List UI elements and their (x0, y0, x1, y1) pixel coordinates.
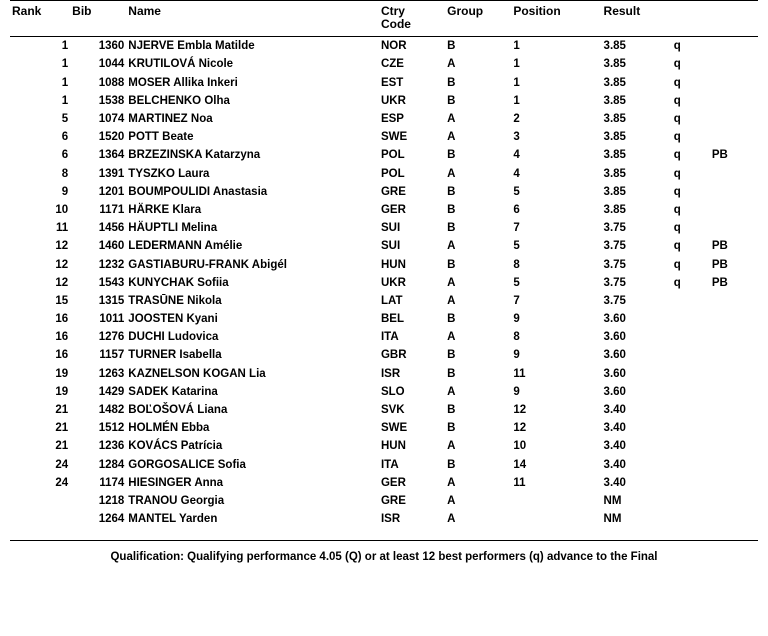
cell-group: B (447, 40, 456, 53)
cell-ctry-code: ESP (380, 113, 404, 126)
cell-group: B (447, 458, 456, 471)
cell-qualify-mark: q (673, 76, 681, 89)
cell-ctry-code: EST (380, 76, 404, 89)
cell-name: KUNYCHAK Sofiia (128, 276, 229, 289)
cell-qualify-mark: q (673, 258, 681, 271)
cell-result: 3.75 (603, 294, 626, 307)
cell-ctry-code: GRE (380, 494, 406, 507)
cell-rank: 12 (55, 276, 69, 289)
column-header-ctry-line1: Ctry (380, 4, 405, 18)
cell-result: 3.85 (603, 131, 626, 144)
cell-bib: 1218 (98, 494, 125, 507)
cell-qualify-mark (672, 456, 710, 474)
cell-qualify-mark: q (673, 149, 681, 162)
cell-position: 8 (513, 258, 520, 271)
cell-position: 1 (513, 94, 520, 107)
cell-name: JOOSTEN Kyani (128, 313, 218, 326)
cell-bib: 1201 (98, 185, 125, 198)
cell-position: 12 (513, 404, 527, 417)
cell-rank: 15 (55, 294, 69, 307)
cell-note (710, 492, 758, 510)
cell-position: 7 (513, 294, 520, 307)
cell-ctry-code: GER (380, 203, 406, 216)
cell-note (710, 456, 758, 474)
cell-ctry-code: SLO (380, 385, 405, 398)
cell-result: 3.60 (603, 313, 626, 326)
cell-qualify-mark (672, 437, 710, 455)
cell-rank: 12 (55, 258, 69, 271)
cell-result: 3.60 (603, 349, 626, 362)
cell-position: 11 (513, 367, 526, 380)
cell-position: 4 (513, 149, 520, 162)
cell-note (710, 365, 758, 383)
cell-rank: 21 (55, 440, 69, 453)
cell-ctry-code: SVK (380, 404, 405, 417)
cell-name: POTT Beate (128, 131, 194, 144)
cell-ctry-code: GBR (380, 349, 407, 362)
cell-name: LEDERMANN Amélie (128, 240, 243, 253)
cell-note (710, 74, 758, 92)
cell-group: A (447, 331, 456, 344)
cell-result: 3.85 (603, 76, 626, 89)
cell-ctry-code: POL (380, 167, 405, 180)
cell-note (710, 401, 758, 419)
table-header-row (10, 1, 758, 37)
cell-bib: 1171 (99, 203, 125, 216)
cell-result: 3.40 (603, 476, 626, 489)
cell-bib: 1174 (99, 476, 125, 489)
cell-bib: 1276 (98, 331, 125, 344)
cell-ctry-code: SWE (380, 131, 408, 144)
cell-qualify-mark (672, 365, 710, 383)
cell-note: PB (711, 258, 728, 271)
column-header-ctry-code (379, 1, 445, 37)
cell-note: PB (711, 240, 728, 253)
cell-bib: 1011 (99, 313, 125, 326)
cell-rank: 10 (55, 203, 69, 216)
cell-note (710, 328, 758, 346)
column-header-rank: Rank (10, 1, 70, 37)
cell-ctry-code: GER (380, 476, 406, 489)
cell-qualify-mark (672, 401, 710, 419)
cell-position: 1 (513, 76, 520, 89)
cell-name: HOLMÉN Ebba (128, 422, 210, 435)
cell-position: 14 (513, 458, 527, 471)
cell-qualify-mark (672, 419, 710, 437)
cell-group: B (447, 94, 456, 107)
table-row (10, 510, 758, 528)
results-table (10, 0, 758, 528)
table-body (10, 37, 758, 529)
cell-note (710, 437, 758, 455)
cell-name: GORGOSALICE Sofia (128, 458, 246, 471)
cell-bib: 1074 (98, 113, 125, 126)
cell-bib: 1460 (98, 240, 125, 253)
cell-qualify-mark (672, 510, 710, 528)
cell-rank: 21 (55, 404, 69, 417)
cell-rank: 12 (55, 240, 69, 253)
table-row (10, 492, 758, 510)
cell-note (710, 292, 758, 310)
cell-ctry-code: ISR (380, 513, 401, 526)
cell-note: PB (711, 149, 728, 162)
cell-bib: 1044 (98, 58, 125, 71)
cell-rank: 19 (55, 367, 69, 380)
cell-bib: 1543 (98, 276, 125, 289)
cell-qualify-mark: q (673, 276, 681, 289)
table-row (10, 328, 758, 346)
cell-rank: 9 (61, 185, 69, 198)
cell-bib: 1263 (98, 367, 125, 380)
cell-bib: 1232 (98, 258, 125, 271)
cell-group: B (447, 76, 456, 89)
table-row (10, 274, 758, 292)
table-row (10, 237, 758, 255)
cell-group: A (447, 294, 456, 307)
cell-bib: 1520 (98, 131, 125, 144)
cell-bib: 1236 (98, 440, 125, 453)
cell-note: PB (711, 276, 728, 289)
cell-name: BELCHENKO Olha (128, 94, 230, 107)
cell-result: 3.85 (603, 113, 626, 126)
cell-name: TRASŪNE Nikola (128, 294, 222, 307)
cell-name: BRZEZINSKA Katarzyna (128, 149, 261, 162)
cell-note (710, 55, 758, 73)
cell-ctry-code: BEL (380, 313, 404, 326)
cell-note (710, 219, 758, 237)
table-row (10, 310, 758, 328)
cell-rank (10, 492, 70, 510)
cell-result: NM (603, 513, 622, 526)
cell-group: B (447, 222, 456, 235)
table-row (10, 128, 758, 146)
cell-bib: 1284 (98, 458, 125, 471)
cell-qualify-mark: q (673, 131, 681, 144)
column-header-ctry-line2: Code (380, 16, 411, 31)
cell-result: 3.85 (603, 149, 626, 162)
cell-rank: 1 (61, 58, 69, 71)
table-row (10, 255, 758, 273)
cell-ctry-code: UKR (380, 276, 406, 289)
cell-group: B (447, 258, 456, 271)
cell-ctry-code: SUI (380, 240, 401, 253)
cell-group: B (447, 149, 456, 162)
cell-name: MOSER Allika Inkeri (128, 76, 238, 89)
cell-qualify-mark (672, 474, 710, 492)
cell-result: 3.85 (603, 40, 626, 53)
cell-rank: 16 (55, 349, 69, 362)
cell-result: 3.75 (603, 258, 626, 271)
cell-qualify-mark: q (673, 240, 681, 253)
cell-group: A (447, 167, 456, 180)
table-row (10, 437, 758, 455)
cell-ctry-code: HUN (380, 258, 406, 271)
cell-bib: 1315 (98, 294, 125, 307)
table-row (10, 456, 758, 474)
cell-name: MANTEL Yarden (128, 513, 218, 526)
cell-name: BOĽOŠOVÁ Liana (128, 404, 228, 417)
table-row (10, 292, 758, 310)
table-row (10, 401, 758, 419)
cell-name: GASTIABURU-FRANK Abigél (128, 258, 287, 271)
cell-ctry-code: HUN (380, 440, 406, 453)
cell-group: A (447, 276, 456, 289)
cell-position: 8 (513, 331, 520, 344)
column-header-note (710, 1, 758, 37)
cell-qualify-mark: q (673, 185, 681, 198)
cell-position: 1 (513, 58, 520, 71)
cell-rank: 5 (61, 113, 69, 126)
cell-rank: 16 (55, 313, 69, 326)
cell-position: 9 (513, 349, 520, 362)
cell-rank: 16 (55, 331, 69, 344)
cell-result: 3.60 (603, 331, 626, 344)
cell-rank: 1 (61, 40, 69, 53)
column-header-name: Name (126, 1, 379, 37)
cell-name: NJERVE Embla Matilde (128, 40, 255, 53)
cell-rank (10, 510, 70, 528)
cell-bib: 1538 (98, 94, 125, 107)
cell-qualify-mark (672, 492, 710, 510)
cell-result: 3.85 (603, 167, 626, 180)
cell-name: KOVÁCS Patrícia (128, 440, 223, 453)
cell-rank: 1 (61, 94, 69, 107)
cell-result: 3.75 (603, 222, 626, 235)
cell-note (710, 183, 758, 201)
cell-bib: 1456 (98, 222, 125, 235)
cell-note (710, 419, 758, 437)
cell-position: 3 (513, 131, 520, 144)
cell-rank: 1 (61, 76, 69, 89)
cell-note (710, 92, 758, 110)
cell-group: A (447, 131, 456, 144)
cell-qualify-mark: q (673, 40, 681, 53)
cell-name: BOUMPOULIDI Anastasia (128, 185, 268, 198)
cell-group: B (447, 404, 456, 417)
cell-qualify-mark: q (673, 222, 681, 235)
cell-name: HÄRKE Klara (128, 203, 202, 216)
cell-result: 3.40 (603, 422, 626, 435)
cell-group: B (447, 422, 456, 435)
cell-ctry-code: LAT (380, 294, 403, 307)
cell-result: 3.85 (603, 58, 626, 71)
cell-rank: 24 (55, 476, 69, 489)
cell-position: 5 (513, 185, 520, 198)
cell-qualify-mark (672, 310, 710, 328)
cell-rank: 19 (55, 385, 69, 398)
cell-name: HIESINGER Anna (128, 476, 224, 489)
cell-result: NM (603, 494, 622, 507)
cell-rank: 6 (61, 131, 69, 144)
table-row (10, 365, 758, 383)
cell-result: 3.60 (603, 367, 626, 380)
cell-ctry-code: POL (380, 149, 405, 162)
cell-group: B (447, 367, 456, 380)
cell-position: 6 (513, 203, 520, 216)
table-row (10, 201, 758, 219)
cell-note (710, 201, 758, 219)
cell-group: B (447, 313, 456, 326)
cell-bib: 1360 (98, 40, 125, 53)
cell-position (511, 492, 601, 510)
cell-note (710, 346, 758, 364)
cell-ctry-code: UKR (380, 94, 406, 107)
cell-group: A (447, 440, 456, 453)
cell-group: A (447, 113, 456, 126)
cell-ctry-code: SUI (380, 222, 401, 235)
table-row (10, 346, 758, 364)
table-row (10, 383, 758, 401)
cell-position: 11 (513, 476, 526, 489)
cell-note (710, 474, 758, 492)
cell-rank: 24 (55, 458, 69, 471)
cell-group: B (447, 185, 456, 198)
column-header-position: Position (511, 1, 601, 37)
cell-rank: 8 (61, 167, 69, 180)
column-header-group: Group (445, 1, 511, 37)
column-header-result: Result (602, 1, 672, 37)
cell-position: 2 (513, 113, 520, 126)
cell-rank: 21 (55, 422, 69, 435)
cell-qualify-mark: q (673, 203, 681, 216)
cell-group: A (447, 513, 456, 526)
cell-position: 9 (513, 385, 520, 398)
cell-ctry-code: ISR (380, 367, 401, 380)
cell-note (710, 128, 758, 146)
cell-name: SADEK Katarina (128, 385, 218, 398)
cell-qualify-mark: q (673, 94, 681, 107)
cell-result: 3.85 (603, 94, 626, 107)
cell-result: 3.85 (603, 185, 626, 198)
cell-position: 10 (513, 440, 527, 453)
cell-name: DUCHI Ludovica (128, 331, 219, 344)
cell-bib: 1264 (98, 513, 125, 526)
cell-bib: 1512 (98, 422, 125, 435)
table-row (10, 37, 758, 56)
cell-note (710, 110, 758, 128)
cell-bib: 1391 (98, 167, 125, 180)
cell-note (710, 383, 758, 401)
cell-qualify-mark: q (673, 58, 681, 71)
table-row (10, 55, 758, 73)
cell-result: 3.75 (603, 276, 626, 289)
cell-name: TYSZKO Laura (128, 167, 210, 180)
cell-bib: 1429 (98, 385, 125, 398)
cell-group: B (447, 349, 456, 362)
cell-position: 9 (513, 313, 520, 326)
cell-bib: 1088 (98, 76, 125, 89)
cell-qualify-mark: q (673, 167, 681, 180)
cell-result: 3.40 (603, 458, 626, 471)
cell-position: 5 (513, 276, 520, 289)
column-header-qualify (672, 1, 710, 37)
cell-position: 7 (513, 222, 520, 235)
cell-name: MARTINEZ Noa (128, 113, 213, 126)
cell-ctry-code: ITA (380, 458, 399, 471)
table-row (10, 146, 758, 164)
cell-qualify-mark (672, 383, 710, 401)
cell-result: 3.40 (603, 440, 626, 453)
cell-bib: 1482 (98, 404, 125, 417)
cell-name: TRANOU Georgia (128, 494, 225, 507)
table-row (10, 165, 758, 183)
cell-bib: 1157 (99, 349, 125, 362)
cell-note (710, 165, 758, 183)
cell-ctry-code: ITA (380, 331, 399, 344)
cell-position: 1 (513, 40, 520, 53)
cell-group: B (447, 203, 456, 216)
cell-position: 4 (513, 167, 520, 180)
cell-group: A (447, 476, 456, 489)
cell-name: TURNER Isabella (128, 349, 222, 362)
table-header (10, 1, 758, 37)
cell-name: KRUTILOVÁ Nicole (128, 58, 234, 71)
cell-group: A (447, 385, 456, 398)
cell-qualify-mark (672, 328, 710, 346)
qualification-footnote: Qualification: Qualifying performance 4.05 (Q) or at least 12 best performers (q) advance to the Final (10, 540, 758, 563)
cell-rank: 11 (55, 222, 69, 235)
cell-bib: 1364 (98, 149, 125, 162)
cell-note (710, 310, 758, 328)
cell-qualify-mark (672, 346, 710, 364)
table-row (10, 219, 758, 237)
cell-result: 3.60 (603, 385, 626, 398)
table-row (10, 110, 758, 128)
cell-rank: 6 (61, 149, 69, 162)
cell-group: A (447, 58, 456, 71)
table-row (10, 474, 758, 492)
cell-qualify-mark (672, 292, 710, 310)
cell-ctry-code: SWE (380, 422, 408, 435)
cell-ctry-code: CZE (380, 58, 404, 71)
cell-position: 12 (513, 422, 527, 435)
cell-position (511, 510, 601, 528)
cell-name: HÄUPTLI Melina (128, 222, 218, 235)
cell-note (710, 510, 758, 528)
table-row (10, 74, 758, 92)
table-row (10, 183, 758, 201)
cell-group: A (447, 494, 456, 507)
cell-result: 3.85 (603, 203, 626, 216)
column-header-bib: Bib (70, 1, 126, 37)
cell-group: A (447, 240, 456, 253)
table-row (10, 92, 758, 110)
cell-result: 3.40 (603, 404, 626, 417)
cell-position: 5 (513, 240, 520, 253)
cell-ctry-code: NOR (380, 40, 407, 53)
cell-note (710, 37, 758, 56)
table-row (10, 419, 758, 437)
cell-result: 3.75 (603, 240, 626, 253)
cell-qualify-mark: q (673, 113, 681, 126)
cell-ctry-code: GRE (380, 185, 406, 198)
cell-name: KAZNELSON KOGAN Lia (128, 367, 266, 380)
